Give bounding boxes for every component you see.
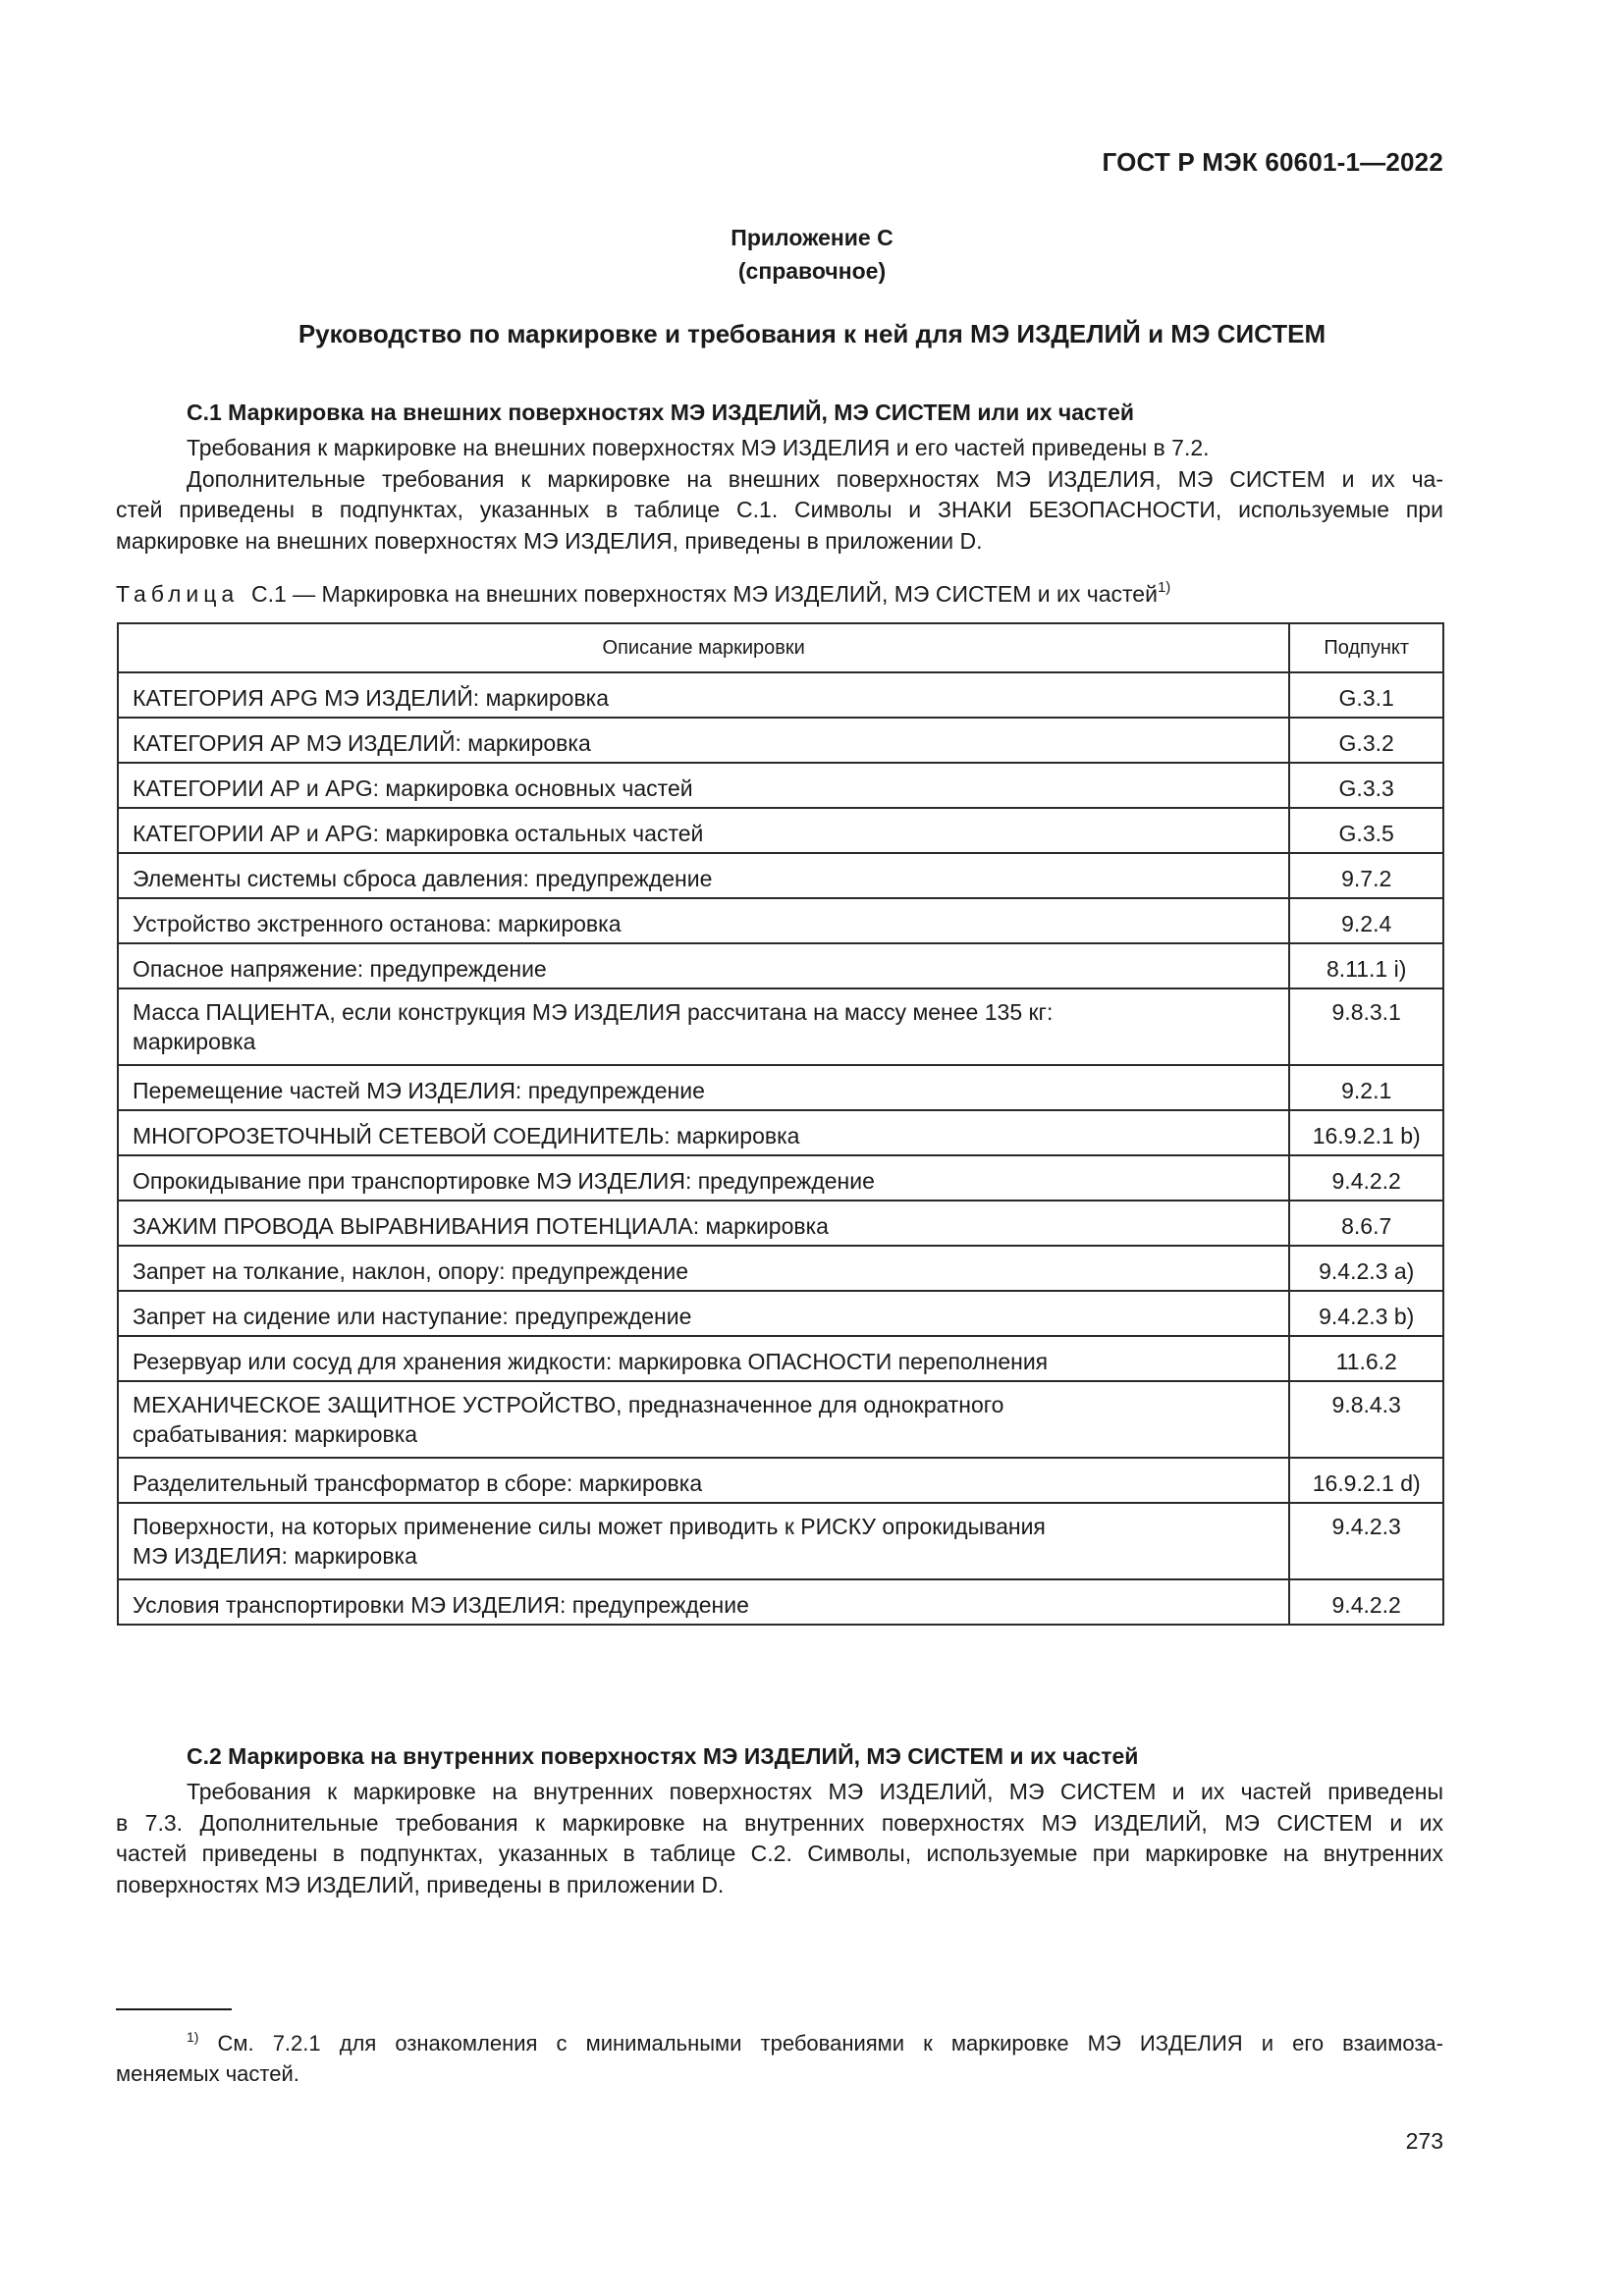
marking-description: КАТЕГОРИЯ APG МЭ ИЗДЕЛИЙ: маркировка	[118, 672, 1289, 718]
description-line: Поверхности, на которых применение силы может приводить к РИСКУ опрокидывания	[133, 1514, 1046, 1539]
clause-reference: G.3.3	[1289, 763, 1443, 808]
marking-description: Перемещение частей МЭ ИЗДЕЛИЯ: предупреждение	[118, 1065, 1289, 1110]
table-caption	[116, 579, 1170, 608]
marking-description	[118, 1381, 1289, 1458]
marking-description	[118, 988, 1289, 1065]
clause-reference: 9.8.3.1	[1289, 988, 1443, 1065]
clause-reference: 9.8.4.3	[1289, 1381, 1443, 1458]
text-line: Дополнительные требования к маркировке на внешних поверхностях МЭ ИЗДЕЛИЯ, МЭ СИСТЕМ и их ча-	[187, 465, 1443, 492]
description-line: маркировка	[133, 1029, 256, 1054]
text-line: частей приведены в подпунктах, указанных в таблице C.2. Символы, используемые при маркировке на внутренних	[116, 1841, 1443, 1866]
annex-status: (справочное)	[737, 258, 887, 284]
marking-table	[117, 622, 1444, 1626]
clause-reference: G.3.1	[1289, 672, 1443, 718]
clause-reference: 9.2.1	[1289, 1065, 1443, 1110]
clause-reference: G.3.2	[1289, 718, 1443, 763]
text-line: поверхностях МЭ ИЗДЕЛИЙ, приведены в приложении D.	[116, 1871, 725, 1897]
section-c1-heading: C.1 Маркировка на внешних поверхностях МЭ ИЗДЕЛИЙ, МЭ СИСТЕМ или их частей	[187, 400, 1135, 425]
table-row	[118, 1201, 1443, 1246]
text-line: Требования к маркировке на внутренних поверхностях МЭ ИЗДЕЛИЙ, МЭ СИСТЕМ и их частей приведены	[187, 1779, 1443, 1804]
table-caption-text: C.1 — Маркировка на внешних поверхностях МЭ ИЗДЕЛИЙ, МЭ СИСТЕМ и их частей	[250, 581, 1158, 607]
clause-reference: 9.4.2.2	[1289, 1579, 1443, 1625]
clause-reference: 8.11.1 i)	[1289, 943, 1443, 988]
table-row	[118, 1336, 1443, 1381]
description-line: Масса ПАЦИЕНТА, если конструкция МЭ ИЗДЕЛИЯ рассчитана на массу менее 135 кг:	[133, 999, 1054, 1025]
description-line: МЕХАНИЧЕСКОЕ ЗАЩИТНОЕ УСТРОЙСТВО, предназначенное для однократного	[133, 1392, 1004, 1417]
clause-reference: 9.4.2.3 a)	[1289, 1246, 1443, 1291]
clause-reference: 9.4.2.2	[1289, 1155, 1443, 1201]
table-row	[118, 853, 1443, 898]
table-row	[118, 1458, 1443, 1503]
clause-reference: 9.4.2.3 b)	[1289, 1291, 1443, 1336]
table-row	[118, 898, 1443, 943]
text-line: Требования к маркировке на внешних поверхностях МЭ ИЗДЕЛИЯ и его частей приведены в 7.2.	[187, 435, 1210, 460]
table-row	[118, 808, 1443, 853]
footnote-reference: 1)	[1157, 579, 1171, 596]
page-number: 273	[1405, 2128, 1443, 2154]
column-header-clause: Подпункт	[1289, 623, 1443, 672]
marking-description: Запрет на толкание, наклон, опору: предупреждение	[118, 1246, 1289, 1291]
column-header-description: Описание маркировки	[118, 623, 1289, 672]
table-row	[118, 763, 1443, 808]
clause-reference: 9.7.2	[1289, 853, 1443, 898]
marking-description: КАТЕГОРИИ AP и APG: маркировка основных частей	[118, 763, 1289, 808]
standard-designation: ГОСТ Р МЭК 60601-1—2022	[1102, 147, 1443, 177]
table-row	[118, 718, 1443, 763]
marking-description: Запрет на сидение или наступание: предупреждение	[118, 1291, 1289, 1336]
marking-description	[118, 1503, 1289, 1579]
text-line: маркировке на внешних поверхностях МЭ ИЗДЕЛИЯ, приведены в приложении D.	[116, 527, 983, 554]
table-row	[118, 943, 1443, 988]
table-caption-word: Таблица	[116, 581, 240, 607]
footnote	[116, 2022, 1443, 2089]
section-c1-text	[116, 433, 1443, 557]
clause-reference: 9.4.2.3	[1289, 1503, 1443, 1579]
clause-reference: G.3.5	[1289, 808, 1443, 853]
marking-description: Резервуар или сосуд для хранения жидкости: маркировка ОПАСНОСТИ переполнения	[118, 1336, 1289, 1381]
marking-description: КАТЕГОРИЯ AP МЭ ИЗДЕЛИЙ: маркировка	[118, 718, 1289, 763]
footnote-text: См. 7.2.1 для ознакомления с минимальными требованиями к маркировке МЭ ИЗДЕЛИЯ и его взаимоза-	[217, 2031, 1443, 2056]
table-row	[118, 1110, 1443, 1155]
marking-description: МНОГОРОЗЕТОЧНЫЙ СЕТЕВОЙ СОЕДИНИТЕЛЬ: маркировка	[118, 1110, 1289, 1155]
table-row	[118, 1155, 1443, 1201]
marking-description: ЗАЖИМ ПРОВОДА ВЫРАВНИВАНИЯ ПОТЕНЦИАЛА: маркировка	[118, 1201, 1289, 1246]
marking-description: Опасное напряжение: предупреждение	[118, 943, 1289, 988]
table-row	[118, 988, 1443, 1065]
footnote-separator	[116, 2008, 232, 2010]
marking-description: Опрокидывание при транспортировке МЭ ИЗДЕЛИЯ: предупреждение	[118, 1155, 1289, 1201]
marking-description: КАТЕГОРИИ AP и APG: маркировка остальных частей	[118, 808, 1289, 853]
table-header-row	[118, 623, 1443, 672]
description-line: срабатывания: маркировка	[133, 1421, 418, 1447]
marking-description: Устройство экстренного останова: маркировка	[118, 898, 1289, 943]
clause-reference: 8.6.7	[1289, 1201, 1443, 1246]
text-line: в 7.3. Дополнительные требования к маркировке на внутренних поверхностях МЭ ИЗДЕЛИЙ, МЭ СИСТЕМ и их	[116, 1809, 1443, 1836]
table-row	[118, 672, 1443, 718]
section-c2-heading: C.2 Маркировка на внутренних поверхностях МЭ ИЗДЕЛИЙ, МЭ СИСТЕМ и их частей	[187, 1743, 1139, 1769]
annex-label: Приложение C	[731, 225, 893, 250]
table-row	[118, 1065, 1443, 1110]
footnote-line: меняемых частей.	[116, 2061, 299, 2086]
table-row	[118, 1503, 1443, 1579]
text-line: стей приведены в подпунктах, указанных в таблице C.1. Символы и ЗНАКИ БЕЗОПАСНОСТИ, используемые при	[116, 497, 1443, 522]
clause-reference: 11.6.2	[1289, 1336, 1443, 1381]
footnote-line	[116, 2022, 1443, 2058]
table-row	[118, 1579, 1443, 1625]
clause-reference: 9.2.4	[1289, 898, 1443, 943]
section-c2-text	[116, 1777, 1443, 1900]
table-row	[118, 1246, 1443, 1291]
table-row	[118, 1381, 1443, 1458]
table-row	[118, 1291, 1443, 1336]
marking-description: Элементы системы сброса давления: предупреждение	[118, 853, 1289, 898]
clause-reference: 16.9.2.1 b)	[1289, 1110, 1443, 1155]
footnote-marker: 1)	[187, 2029, 199, 2045]
marking-description: Разделительный трансформатор в сборе: маркировка	[118, 1458, 1289, 1503]
annex-title: Руководство по маркировке и требования к ней для МЭ ИЗДЕЛИЙ и МЭ СИСТЕМ	[298, 319, 1326, 348]
marking-description: Условия транспортировки МЭ ИЗДЕЛИЯ: предупреждение	[118, 1579, 1289, 1625]
description-line: МЭ ИЗДЕЛИЯ: маркировка	[133, 1543, 417, 1569]
clause-reference: 16.9.2.1 d)	[1289, 1458, 1443, 1503]
